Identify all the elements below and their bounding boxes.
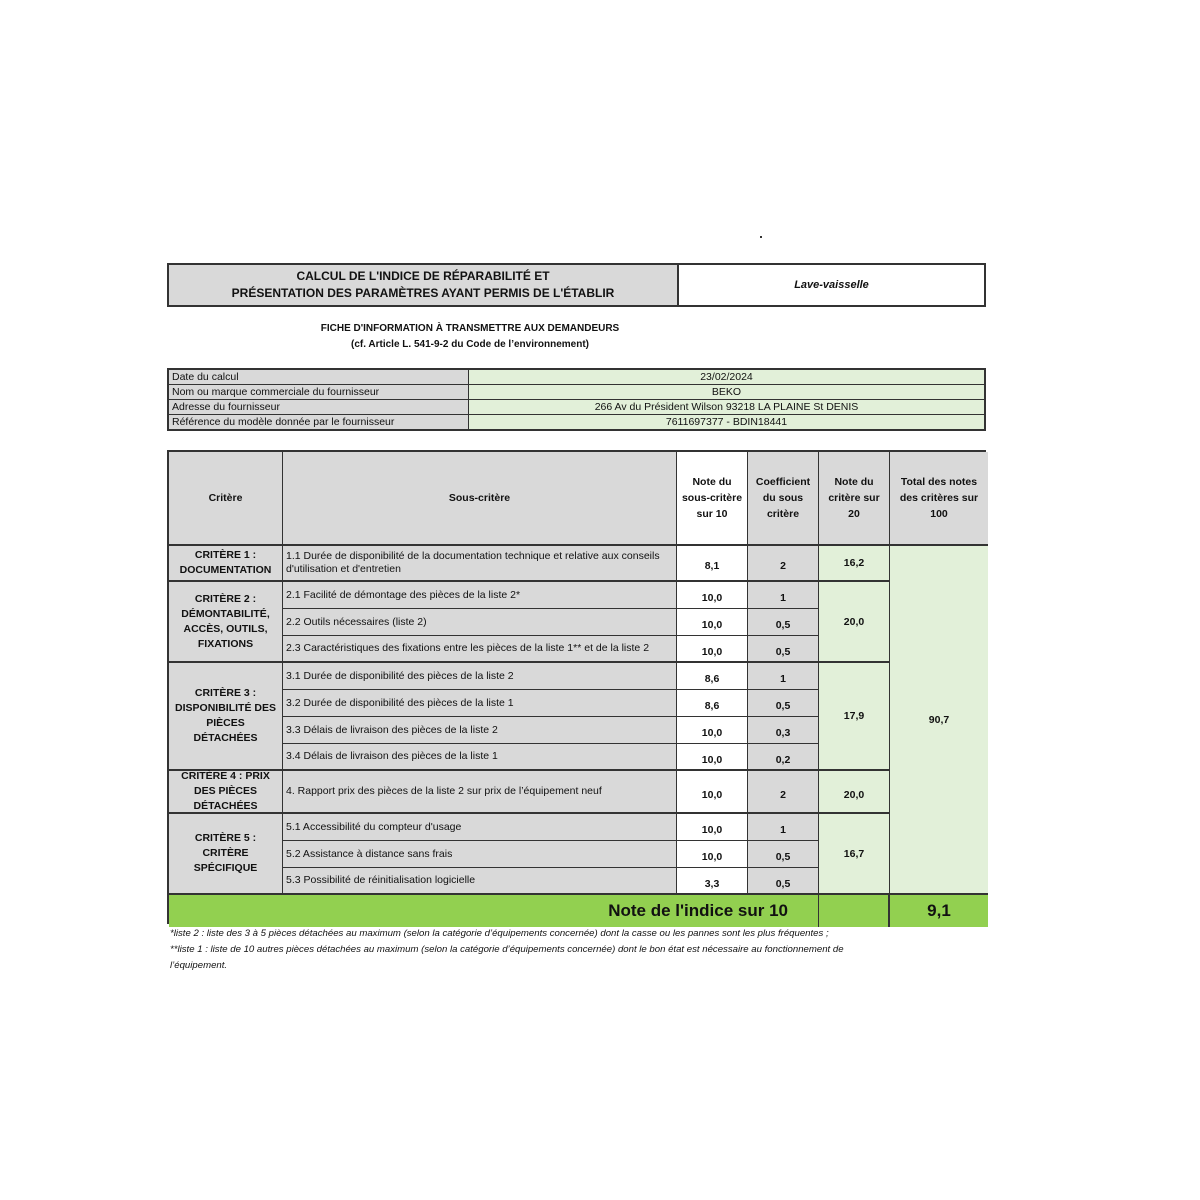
sub-criterion-note: 8,6 xyxy=(677,690,748,717)
document-header xyxy=(167,263,986,307)
sub-criterion-label: 3.2 Durée de disponibilité des pièces de la liste 1 xyxy=(283,690,677,717)
sub-criterion-label: 2.1 Facilité de démontage des pièces de la liste 2* xyxy=(283,582,677,609)
final-score-value: 9,1 xyxy=(890,895,988,927)
criterion-3-note: 17,9 xyxy=(819,663,890,771)
sub-criterion-label: 4. Rapport prix des pièces de la liste 2 sur prix de l’équipement neuf xyxy=(283,771,677,814)
criterion-2-note: 20,0 xyxy=(819,582,890,663)
sub-criterion-label: 2.3 Caractéristiques des fixations entre les pièces de la liste 1** et de la liste 2 xyxy=(283,636,677,663)
sub-criterion-note: 10,0 xyxy=(677,609,748,636)
sub-criterion-coef: 2 xyxy=(748,546,819,582)
repairability-table xyxy=(167,450,986,924)
sub-criterion-label: 5.3 Possibilité de réinitialisation logicielle xyxy=(283,868,677,895)
criterion-2-label: CRITÈRE 2 : DÉMONTABILITÉ, ACCÈS, OUTILS, FIXATIONS xyxy=(169,582,283,663)
sub-criterion-note: 3,3 xyxy=(677,868,748,895)
header-sous-critere: Sous-critère xyxy=(283,452,677,546)
subtitle xyxy=(230,321,710,353)
product-category: Lave-vaisselle xyxy=(794,279,869,291)
sub-criterion-label: 5.2 Assistance à distance sans frais xyxy=(283,841,677,868)
sub-criterion-coef: 0,3 xyxy=(748,717,819,744)
sub-criterion-coef: 0,5 xyxy=(748,868,819,895)
sub-criterion-note: 10,0 xyxy=(677,636,748,663)
sub-criterion-note: 10,0 xyxy=(677,771,748,814)
criterion-1-note: 16,2 xyxy=(819,546,890,582)
footnote-liste-1-cont: l’équipement. xyxy=(170,960,228,971)
header-note-critere: Note du critère sur 20 xyxy=(819,452,890,546)
sub-criterion-label: 1.1 Durée de disponibilité de la documentation technique et relative aux conseils d'utilisation et d'entretien xyxy=(283,546,677,582)
sub-criterion-coef: 0,5 xyxy=(748,841,819,868)
sub-criterion-coef: 2 xyxy=(748,771,819,814)
footnote-liste-1: **liste 1 : liste de 10 autres pièces détachées au maximum (selon la catégorie d’équipements concernée) dont le bon état est nécessaire au fonctionnement de xyxy=(170,944,844,955)
info-value: BEKO xyxy=(469,385,986,400)
sub-criterion-note: 10,0 xyxy=(677,814,748,841)
sub-criterion-note: 8,6 xyxy=(677,663,748,690)
stray-dot xyxy=(760,236,762,238)
sub-criterion-label: 3.1 Durée de disponibilité des pièces de la liste 2 xyxy=(283,663,677,690)
sub-criterion-coef: 1 xyxy=(748,814,819,841)
info-value: 23/02/2024 xyxy=(469,369,986,385)
footnote-liste-2: *liste 2 : liste des 3 à 5 pièces détachées au maximum (selon la catégorie d’équipements concernée) dont la casse ou les pannes sont les plus fréquentes ; xyxy=(170,928,829,939)
header-title-line2: PRÉSENTATION DES PARAMÈTRES AYANT PERMIS DE L'ÉTABLIR xyxy=(231,286,615,300)
sub-criterion-label: 2.2 Outils nécessaires (liste 2) xyxy=(283,609,677,636)
sub-criterion-coef: 1 xyxy=(748,663,819,690)
sub-criterion-label: 5.1 Accessibilité du compteur d'usage xyxy=(283,814,677,841)
criterion-5-label: CRITÈRE 5 : CRITÈRE SPÉCIFIQUE xyxy=(169,814,283,895)
info-label: Référence du modèle donnée par le fournisseur xyxy=(168,415,469,431)
final-score-spacer xyxy=(819,895,890,927)
subtitle-line1: FICHE D'INFORMATION À TRANSMETTRE AUX DEMANDEURS xyxy=(320,323,620,334)
info-label: Date du calcul xyxy=(168,369,469,385)
header-title-line1: CALCUL DE L'INDICE DE RÉPARABILITÉ ET xyxy=(296,269,550,283)
sub-criterion-coef: 0,2 xyxy=(748,744,819,771)
criterion-1-label: CRITÈRE 1 : DOCUMENTATION xyxy=(169,546,283,582)
sub-criterion-coef: 0,5 xyxy=(748,609,819,636)
header-coefficient: Coefficient du sous critère xyxy=(748,452,819,546)
header-note-sous-critere: Note du sous-critère sur 10 xyxy=(677,452,748,546)
info-value: 7611697377 - BDIN18441 xyxy=(469,415,986,431)
footnotes xyxy=(170,926,970,974)
final-score-label: Note de l'indice sur 10 xyxy=(169,895,819,927)
subtitle-line2: (cf. Article L. 541-9-2 du Code de l’environnement) xyxy=(350,339,589,350)
sub-criterion-note: 10,0 xyxy=(677,744,748,771)
criterion-4-label: CRITÈRE 4 : PRIX DES PIÈCES DÉTACHÉES xyxy=(169,771,283,814)
total-score: 90,7 xyxy=(890,546,988,895)
header-critere: Critère xyxy=(169,452,283,546)
info-row xyxy=(168,415,985,431)
header-total: Total des notes des critères sur 100 xyxy=(890,452,988,546)
header-title xyxy=(169,265,679,305)
sub-criterion-label: 3.3 Délais de livraison des pièces de la liste 2 xyxy=(283,717,677,744)
criterion-4-note: 20,0 xyxy=(819,771,890,814)
sub-criterion-note: 10,0 xyxy=(677,582,748,609)
sub-criterion-coef: 1 xyxy=(748,582,819,609)
sub-criterion-note: 10,0 xyxy=(677,717,748,744)
info-row xyxy=(168,369,985,385)
sub-criterion-coef: 0,5 xyxy=(748,690,819,717)
criterion-5-note: 16,7 xyxy=(819,814,890,895)
info-label: Adresse du fournisseur xyxy=(168,400,469,415)
criterion-3-label: CRITÈRE 3 : DISPONIBILITÉ DES PIÈCES DÉTACHÉES xyxy=(169,663,283,771)
info-label: Nom ou marque commerciale du fournisseur xyxy=(168,385,469,400)
sub-criterion-note: 10,0 xyxy=(677,841,748,868)
info-row xyxy=(168,400,985,415)
sub-criterion-coef: 0,5 xyxy=(748,636,819,663)
info-row xyxy=(168,385,985,400)
supplier-info-table xyxy=(167,368,986,431)
sub-criterion-note: 8,1 xyxy=(677,546,748,582)
sub-criterion-label: 3.4 Délais de livraison des pièces de la liste 1 xyxy=(283,744,677,771)
info-value: 266 Av du Président Wilson 93218 LA PLAINE St DENIS xyxy=(469,400,986,415)
